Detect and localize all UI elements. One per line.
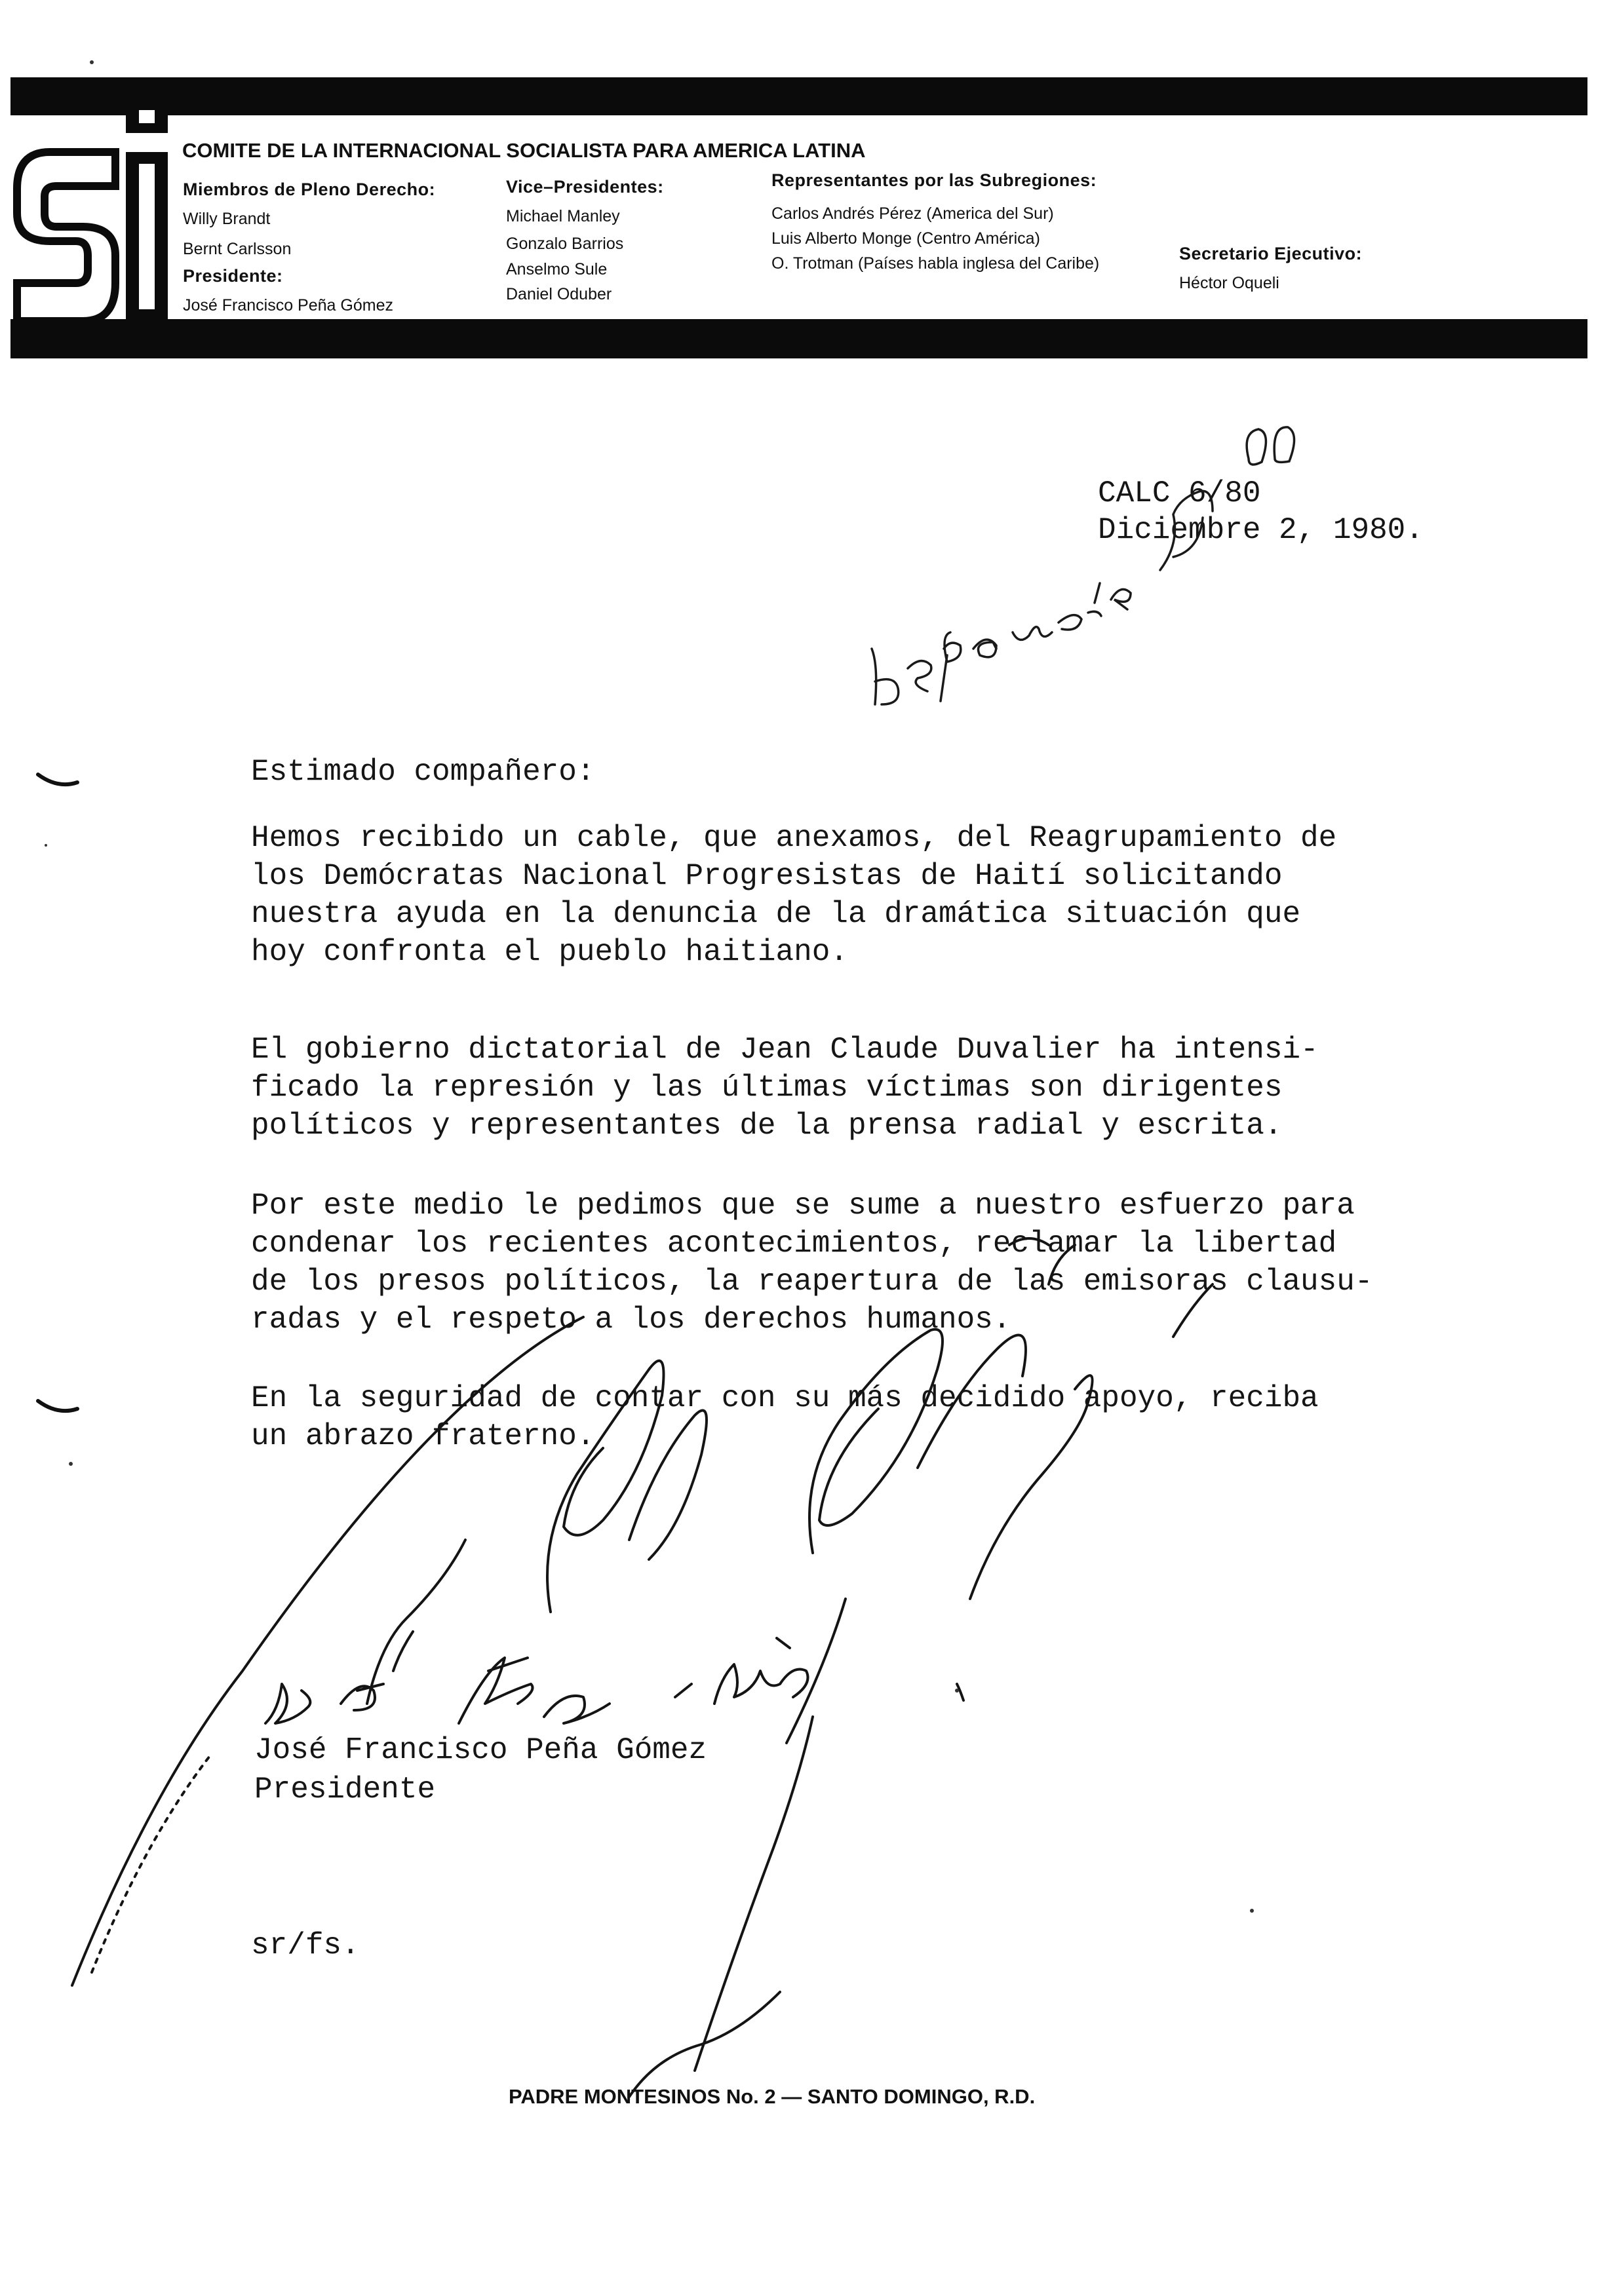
paragraph-line: En la seguridad de contar con su más decidido apoyo, reciba bbox=[251, 1381, 1319, 1415]
subregion-rep-name: O. Trotman (Países habla inglesa del Caribe) bbox=[771, 254, 1100, 273]
committee-title: COMITE DE LA INTERNACIONAL SOCIALISTA PARA AMERICA LATINA bbox=[182, 139, 866, 162]
paragraph-2 bbox=[251, 1031, 1319, 1145]
salutation: Estimado compañero: bbox=[251, 755, 595, 789]
paragraph-line: de los presos políticos, la reapertura de las emisoras clausu- bbox=[251, 1265, 1373, 1299]
full-member-name: Willy Brandt bbox=[183, 210, 271, 228]
paragraph-line: ficado la represión y las últimas víctimas son dirigentes bbox=[251, 1071, 1283, 1105]
vice-president-name: Gonzalo Barrios bbox=[506, 235, 624, 253]
typist-initials: sr/fs. bbox=[251, 1928, 360, 1962]
subregion-rep-name: Carlos Andrés Pérez (America del Sur) bbox=[771, 204, 1054, 223]
vice-president-name: Michael Manley bbox=[506, 207, 620, 225]
paragraph-4 bbox=[251, 1379, 1319, 1455]
executive-secretary-label: Secretario Ejecutivo: bbox=[1179, 244, 1363, 263]
executive-secretary-name: Héctor Oqueli bbox=[1179, 274, 1279, 292]
si-logo bbox=[10, 98, 172, 324]
paragraph-3 bbox=[251, 1187, 1372, 1339]
paragraph-line: los Demócratas Nacional Progresistas de Haití solicitando bbox=[251, 859, 1283, 893]
full-member-name: Bernt Carlsson bbox=[183, 240, 292, 258]
signatory-title: Presidente bbox=[254, 1772, 436, 1807]
paragraph-line: un abrazo fraterno. bbox=[251, 1419, 595, 1453]
president-label: Presidente: bbox=[183, 266, 283, 286]
letterhead-bottom-bar bbox=[10, 319, 1587, 358]
letterhead-top-bar bbox=[10, 77, 1587, 115]
paragraph-line: políticos y representantes de la prensa radial y escrita. bbox=[251, 1109, 1283, 1143]
letter-date: Diciembre 2, 1980. bbox=[1098, 513, 1424, 547]
subregion-rep-name: Luis Alberto Monge (Centro América) bbox=[771, 229, 1040, 248]
vice-president-name: Daniel Oduber bbox=[506, 285, 612, 303]
signatory-name: José Francisco Peña Gómez bbox=[254, 1733, 707, 1767]
subregion-reps-label: Representantes por las Subregiones: bbox=[771, 170, 1097, 190]
vice-presidents-label: Vice–Presidentes: bbox=[506, 177, 664, 197]
paragraph-line: nuestra ayuda en la denuncia de la dramática situación que bbox=[251, 897, 1301, 931]
president-name: José Francisco Peña Gómez bbox=[183, 296, 393, 315]
vice-president-name: Anselmo Sule bbox=[506, 260, 608, 278]
paragraph-line: hoy confronta el pueblo haitiano. bbox=[251, 935, 848, 969]
paragraph-line: condenar los recientes acontecimientos, reclamar la libertad bbox=[251, 1227, 1337, 1261]
paragraph-line: Por este medio le pedimos que se sume a nuestro esfuerzo para bbox=[251, 1189, 1355, 1223]
full-members-label: Miembros de Pleno Derecho: bbox=[183, 180, 436, 199]
paragraph-line: radas y el respeto a los derechos humanos. bbox=[251, 1303, 1011, 1337]
paragraph-1 bbox=[251, 819, 1336, 971]
footer-address: PADRE MONTESINOS No. 2 — SANTO DOMINGO, R.D. bbox=[509, 2085, 1036, 2108]
paragraph-line: Hemos recibido un cable, que anexamos, del Reagrupamiento de bbox=[251, 821, 1337, 855]
reference-number: CALC 6/80 bbox=[1098, 476, 1261, 510]
paragraph-line: El gobierno dictatorial de Jean Claude Duvalier ha intensi- bbox=[251, 1033, 1319, 1067]
